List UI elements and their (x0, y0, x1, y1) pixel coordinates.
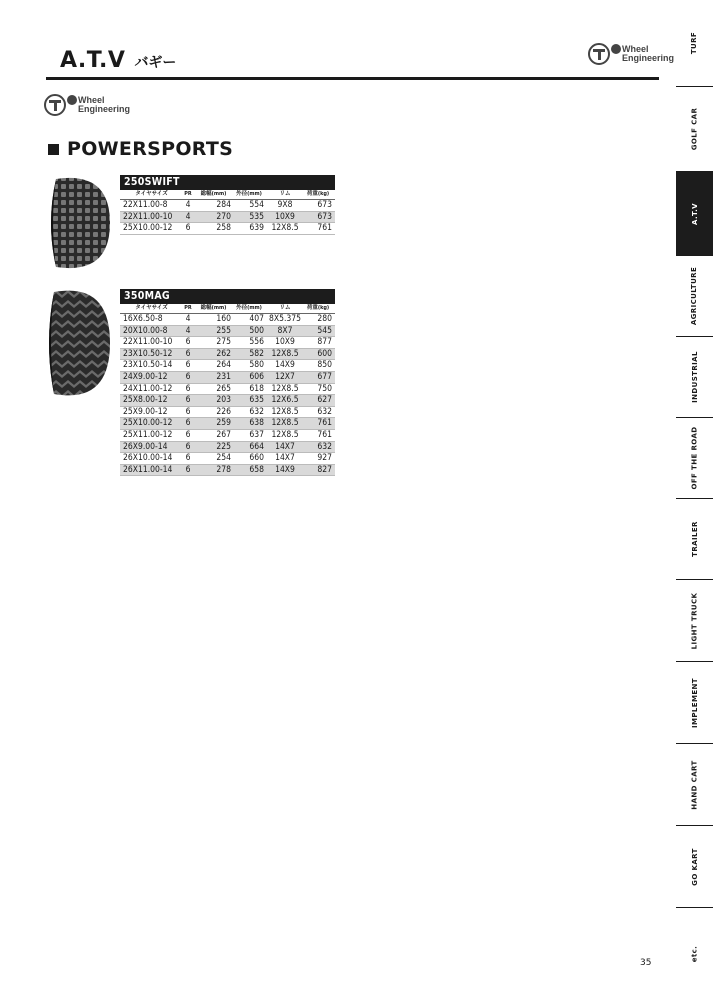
page-title (60, 48, 176, 73)
cell-size: 16X6.50-8 (123, 314, 163, 324)
cell-rim: 12X8.5 (271, 406, 299, 417)
brand-logo-header (588, 43, 674, 65)
cell-width: 267 (216, 429, 231, 440)
cell-size: 25X11.00-12 (123, 429, 173, 440)
table-header-row (120, 304, 335, 314)
table-row (120, 429, 335, 441)
cell-width: 265 (216, 383, 231, 394)
table-row (120, 406, 335, 418)
cell-load: 761 (317, 223, 332, 234)
cell-diameter: 660 (249, 453, 264, 464)
side-tab-label: HAND CART (690, 759, 699, 810)
side-tab-a-t-v[interactable] (676, 172, 713, 256)
cell-rim: 14X9 (275, 360, 295, 371)
cell-rim: 9X8 (277, 200, 293, 210)
cell-width: 160 (216, 314, 231, 324)
cell-size: 23X10.50-12 (120, 348, 180, 360)
cell-pr: 4 (185, 314, 191, 324)
col-header-pr: PR (180, 304, 196, 314)
cell-pr: 6 (180, 441, 196, 453)
square-bullet-icon (48, 144, 59, 155)
col-header-diameter: 外径(mm) (234, 190, 266, 200)
col-header-width: 総幅(mm) (196, 190, 234, 200)
cell-width: 231 (196, 371, 234, 383)
cell-diameter: 664 (234, 441, 266, 453)
brand-mark-icon (588, 43, 610, 65)
side-tab-implement[interactable] (676, 662, 713, 744)
cell-width: 270 (196, 211, 234, 223)
cell-load: 673 (317, 200, 332, 210)
cell-load: 927 (317, 453, 332, 464)
side-tab-label: A.T.V (690, 202, 699, 225)
table-row (120, 200, 335, 212)
tire-image-250swift (44, 175, 110, 271)
title-rule (46, 77, 659, 80)
brand-word-1: Wheel (78, 95, 105, 105)
cell-load: 877 (317, 337, 332, 348)
cell-rim: 12X8.5 (271, 223, 299, 234)
cell-diameter: 556 (249, 337, 264, 348)
cell-rim: 12X8.5 (271, 383, 299, 394)
side-tab-golf-car[interactable] (676, 87, 713, 172)
cell-rim: 14X9 (266, 464, 304, 476)
table-row (120, 337, 335, 349)
col-header-rim: リム (266, 304, 304, 314)
cell-size: 25X10.00-12 (123, 223, 173, 234)
table-row (120, 371, 335, 383)
cell-size: 25X9.00-12 (123, 406, 168, 417)
side-tab-label: TRAILER (690, 521, 699, 557)
cell-rim: 12X8.5 (271, 429, 299, 440)
table-row (120, 441, 335, 453)
page-title-en: A.T.V (60, 48, 126, 73)
side-tab-label: GO KART (690, 847, 699, 886)
brand-word-2: Engineering (622, 53, 675, 63)
brand-mark-icon (44, 94, 66, 116)
cell-load: 632 (304, 441, 335, 453)
cell-width: 226 (216, 406, 231, 417)
cell-width: 259 (196, 418, 234, 430)
model-name: 250SWIFT (120, 175, 335, 190)
cell-rim: 14X7 (266, 441, 304, 453)
col-header-load: 荷重(kg) (304, 190, 335, 200)
cell-diameter: 635 (234, 395, 266, 407)
cell-size: 26X9.00-14 (120, 441, 180, 453)
cell-size: 22X11.00-10 (123, 337, 173, 348)
cell-diameter: 407 (249, 314, 264, 324)
col-header-width: 総幅(mm) (196, 304, 234, 314)
table-row (120, 348, 335, 360)
page-number: 35 (640, 958, 652, 968)
cell-diameter: 606 (234, 371, 266, 383)
cell-rim: 12X8.5 (266, 418, 304, 430)
cell-width: 262 (196, 348, 234, 360)
cell-rim: 8X7 (266, 325, 304, 337)
cell-pr: 6 (180, 348, 196, 360)
cell-pr: 4 (185, 200, 191, 210)
cell-load: 627 (304, 395, 335, 407)
cell-rim: 12X8.5 (266, 348, 304, 360)
cell-load: 280 (317, 314, 332, 324)
cell-diameter: 500 (234, 325, 266, 337)
side-tab-industrial[interactable] (676, 337, 713, 418)
side-tab-label: TURF (690, 31, 699, 55)
side-tab-agriculture[interactable] (676, 256, 713, 337)
side-tab-go-kart[interactable] (676, 826, 713, 908)
side-tab-light-truck[interactable] (676, 580, 713, 662)
model-name: 350MAG (120, 289, 335, 304)
cell-size: 24X9.00-12 (120, 371, 180, 383)
table-row (120, 464, 335, 476)
cell-pr: 6 (180, 371, 196, 383)
section-heading-text: POWERSPORTS (67, 138, 234, 160)
cell-load: 600 (304, 348, 335, 360)
side-tab-label: AGRICULTURE (690, 266, 699, 326)
side-tab-etc[interactable] (676, 908, 713, 1000)
cell-size: 23X10.50-14 (123, 360, 173, 371)
side-tab-turf[interactable] (676, 0, 713, 87)
brand-logo-section (44, 94, 130, 116)
table-row (120, 223, 335, 235)
col-header-load: 荷重(kg) (304, 304, 335, 314)
cell-width: 258 (216, 223, 231, 234)
cell-rim: 10X9 (266, 211, 304, 223)
cell-load: 632 (317, 406, 332, 417)
cell-diameter: 582 (234, 348, 266, 360)
cell-width: 254 (216, 453, 231, 464)
cell-size: 26X11.00-14 (120, 464, 180, 476)
cell-width: 284 (216, 200, 231, 210)
side-tab-label: LIGHT TRUCK (690, 592, 699, 649)
brand-word-1: Wheel (622, 44, 649, 54)
cell-rim: 10X9 (275, 337, 295, 348)
side-tab-label: OFF THE ROAD (690, 426, 699, 490)
side-tab-trailer[interactable] (676, 499, 713, 580)
cell-pr: 6 (180, 395, 196, 407)
cell-width: 225 (196, 441, 234, 453)
side-tab-label: etc. (690, 945, 699, 963)
spec-table-350mag (120, 289, 335, 476)
table-row (120, 453, 335, 465)
cell-rim: 14X7 (275, 453, 295, 464)
cell-load: 827 (304, 464, 335, 476)
cell-width: 203 (196, 395, 234, 407)
cell-pr: 6 (185, 337, 191, 348)
cell-load: 850 (317, 360, 332, 371)
table-row (120, 360, 335, 372)
page-title-jp: バギー (134, 55, 177, 71)
section-heading (48, 138, 233, 160)
col-header-diameter: 外径(mm) (234, 304, 266, 314)
side-tab-off-the-road[interactable] (676, 418, 713, 499)
cell-load: 750 (317, 383, 332, 394)
table-row (120, 418, 335, 430)
cell-diameter: 535 (234, 211, 266, 223)
cell-size: 22X11.00-8 (123, 200, 168, 210)
cell-width: 264 (216, 360, 231, 371)
cell-load: 677 (304, 371, 335, 383)
cell-pr: 6 (185, 406, 191, 417)
spec-table (120, 304, 335, 476)
brand-word-2: Engineering (78, 104, 131, 114)
col-header-pr: PR (180, 190, 196, 200)
cell-pr: 4 (180, 325, 196, 337)
side-tab-hand-cart[interactable] (676, 744, 713, 826)
cell-pr: 4 (180, 211, 196, 223)
table-row (120, 325, 335, 337)
col-header-rim: リム (266, 190, 304, 200)
cell-pr: 6 (185, 360, 191, 371)
cell-pr: 6 (185, 429, 191, 440)
cell-pr: 6 (185, 383, 191, 394)
spec-table (120, 190, 335, 235)
side-tab-label: INDUSTRIAL (690, 351, 699, 403)
side-tab-label: IMPLEMENT (690, 677, 699, 728)
cell-pr: 6 (185, 453, 191, 464)
cell-diameter: 639 (249, 223, 264, 234)
table-row (120, 395, 335, 407)
cell-pr: 6 (180, 464, 196, 476)
cell-load: 761 (317, 429, 332, 440)
cell-diameter: 580 (249, 360, 264, 371)
cell-size: 24X11.00-12 (123, 383, 173, 394)
cell-rim: 12X7 (266, 371, 304, 383)
cell-size: 20X10.00-8 (120, 325, 180, 337)
side-nav (676, 0, 713, 1000)
cell-pr: 6 (185, 223, 191, 234)
cell-size: 22X11.00-10 (120, 211, 180, 223)
cell-rim: 8X5.375 (269, 314, 301, 324)
spec-table-250swift (120, 175, 335, 235)
cell-size: 25X8.00-12 (120, 395, 180, 407)
cell-diameter: 637 (249, 429, 264, 440)
table-header-row (120, 190, 335, 200)
cell-diameter: 658 (234, 464, 266, 476)
tire-image-350mag (44, 288, 110, 398)
table-row (120, 314, 335, 326)
col-header-size: タイヤサイズ (120, 190, 180, 200)
cell-pr: 6 (180, 418, 196, 430)
table-row (120, 211, 335, 223)
cell-load: 673 (304, 211, 335, 223)
cell-width: 278 (196, 464, 234, 476)
cell-load: 545 (304, 325, 335, 337)
col-header-size: タイヤサイズ (120, 304, 180, 314)
cell-diameter: 554 (249, 200, 264, 210)
cell-width: 255 (196, 325, 234, 337)
brand-dot-icon (67, 95, 77, 105)
cell-rim: 12X6.5 (266, 395, 304, 407)
cell-load: 761 (304, 418, 335, 430)
cell-diameter: 632 (249, 406, 264, 417)
cell-diameter: 618 (249, 383, 264, 394)
cell-diameter: 638 (234, 418, 266, 430)
cell-size: 25X10.00-12 (120, 418, 180, 430)
brand-dot-icon (611, 44, 621, 54)
cell-width: 275 (216, 337, 231, 348)
table-row (120, 383, 335, 395)
side-tab-label: GOLF CAR (690, 107, 699, 151)
cell-size: 26X10.00-14 (123, 453, 173, 464)
